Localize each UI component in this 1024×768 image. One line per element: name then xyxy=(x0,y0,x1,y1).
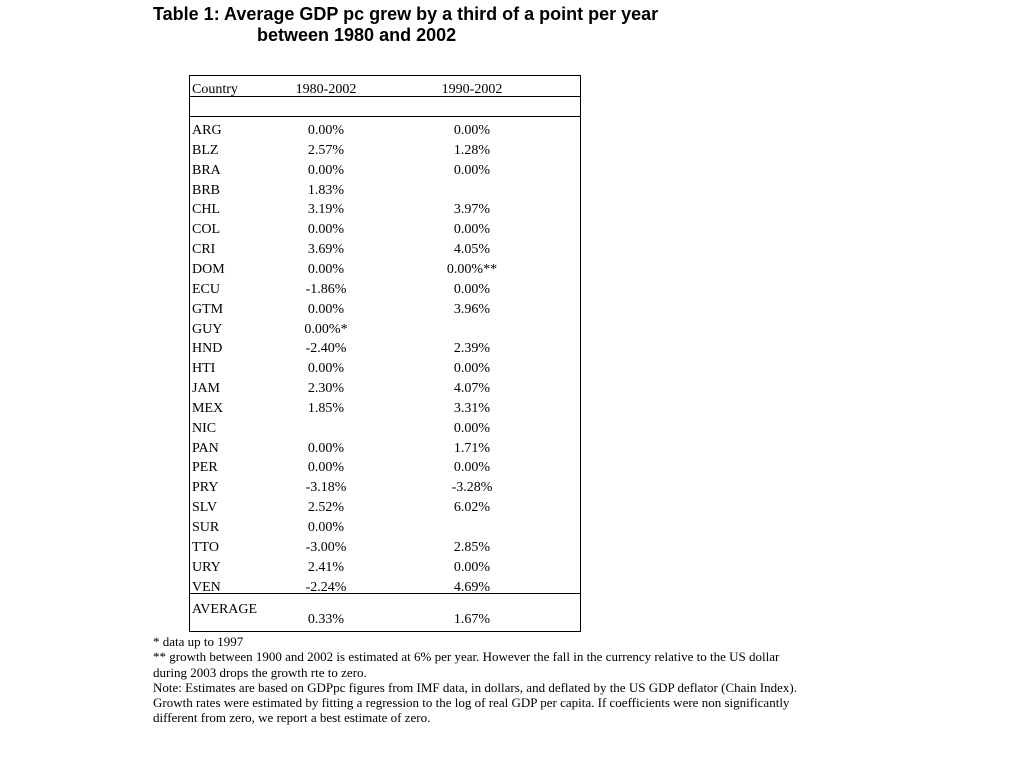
table-row xyxy=(190,220,580,240)
country-cell: DOM xyxy=(192,261,225,277)
table-row xyxy=(190,359,580,379)
value-1990-2002-cell: 0.00% xyxy=(453,460,491,476)
header-divider-2 xyxy=(190,116,580,117)
footnote-line: Growth rates were estimated by fitting a regression to the log of real GDP per capita. If coefficients were non significantly xyxy=(153,695,790,711)
country-cell: TTO xyxy=(192,539,219,555)
country-cell: NIC xyxy=(192,420,217,436)
value-1990-2002-cell: 0.00% xyxy=(453,222,491,238)
table-row xyxy=(190,300,580,320)
value-1980-2002-cell: 1.85% xyxy=(307,400,345,416)
table-row xyxy=(190,161,580,181)
value-1980-2002-cell: 1.83% xyxy=(307,182,345,198)
country-cell: PRY xyxy=(192,480,219,496)
value-1980-2002-cell: 3.69% xyxy=(307,242,345,258)
country-cell: GUY xyxy=(192,321,223,337)
value-1980-2002-cell: 2.57% xyxy=(307,142,345,158)
title-line-2: between 1980 and 2002 xyxy=(257,25,457,45)
footnote-line: ** growth between 1900 and 2002 is estimated at 6% per year. However the fall in the currency relative to the US dollar xyxy=(153,649,780,665)
value-1980-2002-cell: 0.00% xyxy=(307,301,345,317)
value-1990-2002-cell: 0.00%** xyxy=(446,261,498,277)
country-cell: PER xyxy=(192,460,218,476)
country-cell: HTI xyxy=(192,361,216,377)
average-label: AVERAGE xyxy=(192,602,258,617)
value-1980-2002-cell: -2.40% xyxy=(305,341,347,357)
country-cell: CHL xyxy=(192,202,220,218)
footnotes xyxy=(153,634,873,726)
value-1990-2002-cell: 0.00% xyxy=(453,559,491,575)
country-cell: HND xyxy=(192,341,223,357)
country-cell: JAM xyxy=(192,381,221,397)
average-row xyxy=(190,602,580,630)
value-1980-2002-cell: 0.00% xyxy=(307,222,345,238)
country-cell: CRI xyxy=(192,242,216,258)
value-1990-2002-cell: 4.07% xyxy=(453,381,491,397)
table-row xyxy=(190,339,580,359)
value-1990-2002-cell: 3.31% xyxy=(453,400,491,416)
value-1980-2002-cell: 2.52% xyxy=(307,500,345,516)
table-row xyxy=(190,280,580,300)
country-cell: GTM xyxy=(192,301,224,317)
value-1990-2002-cell: 0.00% xyxy=(453,361,491,377)
table-row xyxy=(190,478,580,498)
value-1980-2002-cell: 3.19% xyxy=(307,202,345,218)
table-row xyxy=(190,260,580,280)
value-1990-2002-cell: 6.02% xyxy=(453,500,491,516)
table-row xyxy=(190,200,580,220)
average-1980-2002: 0.33% xyxy=(307,612,345,627)
header-1990-2002: 1990-2002 xyxy=(441,82,503,97)
value-1980-2002-cell: -1.86% xyxy=(305,281,347,297)
table-row xyxy=(190,141,580,161)
value-1980-2002-cell: 0.00% xyxy=(307,162,345,178)
country-cell: SLV xyxy=(192,500,218,516)
value-1990-2002-cell: 4.69% xyxy=(453,579,491,595)
table-row xyxy=(190,538,580,558)
value-1980-2002-cell: 0.00%* xyxy=(304,321,348,337)
footnote-line: * data up to 1997 xyxy=(153,634,244,649)
country-cell: VEN xyxy=(192,579,221,595)
table-row xyxy=(190,439,580,459)
country-cell: ECU xyxy=(192,281,220,297)
country-cell: PAN xyxy=(192,440,219,456)
country-cell: BLZ xyxy=(192,142,219,158)
table-row xyxy=(190,498,580,518)
gdp-table xyxy=(189,75,581,632)
average-divider xyxy=(190,593,580,594)
average-1990-2002: 1.67% xyxy=(453,612,491,627)
value-1990-2002-cell: 2.85% xyxy=(453,539,491,555)
country-cell: BRB xyxy=(192,182,221,198)
value-1990-2002-cell: 0.00% xyxy=(453,123,491,138)
value-1990-2002-cell: 0.00% xyxy=(453,281,491,297)
value-1990-2002-cell: 3.96% xyxy=(453,301,491,317)
table-header-row xyxy=(190,80,580,100)
table-row xyxy=(190,458,580,478)
value-1990-2002-cell: 0.00% xyxy=(453,420,491,436)
value-1990-2002-cell: 2.39% xyxy=(453,341,491,357)
value-1980-2002-cell: 2.41% xyxy=(307,559,345,575)
value-1980-2002-cell: 0.00% xyxy=(307,123,345,138)
country-cell: SUR xyxy=(192,520,220,535)
footnote-line: different from zero, we report a best estimate of zero. xyxy=(153,710,431,726)
value-1980-2002-cell: -3.00% xyxy=(305,539,347,555)
value-1980-2002-cell: -2.24% xyxy=(305,579,347,595)
header-1980-2002: 1980-2002 xyxy=(295,82,357,97)
value-1980-2002-cell: 2.30% xyxy=(307,381,345,397)
value-1980-2002-cell: 0.00% xyxy=(307,261,345,277)
table-row xyxy=(190,379,580,399)
country-cell: COL xyxy=(192,222,220,238)
value-1990-2002-cell: 3.97% xyxy=(453,202,491,218)
table-row xyxy=(190,240,580,260)
table-row xyxy=(190,121,580,141)
table-row xyxy=(190,320,580,340)
value-1980-2002-cell: 0.00% xyxy=(307,460,345,476)
value-1990-2002-cell: 0.00% xyxy=(453,162,491,178)
table-title xyxy=(153,4,658,46)
table-row xyxy=(190,419,580,439)
table-row xyxy=(190,518,580,538)
table-row xyxy=(190,578,580,598)
footnote-line: Note: Estimates are based on GDPpc figures from IMF data, in dollars, and deflated by the US GDP deflator (Chain Index). xyxy=(153,679,797,695)
value-1990-2002-cell: -3.28% xyxy=(451,480,493,496)
table-row xyxy=(190,558,580,578)
value-1980-2002-cell: 0.00% xyxy=(307,440,345,456)
value-1990-2002-cell: 4.05% xyxy=(453,242,491,258)
country-cell: MEX xyxy=(192,400,224,416)
value-1980-2002-cell: -3.18% xyxy=(305,480,347,496)
title-line-1: Table 1: Average GDP pc grew by a third of a point per year xyxy=(153,4,659,24)
footnote-line: during 2003 drops the growth rte to zero. xyxy=(153,664,367,680)
country-cell: ARG xyxy=(192,123,222,138)
value-1980-2002-cell: 0.00% xyxy=(307,520,345,535)
value-1990-2002-cell: 1.71% xyxy=(453,440,491,456)
country-cell: BRA xyxy=(192,162,221,178)
header-country: Country xyxy=(192,82,238,97)
table-row xyxy=(190,181,580,201)
country-cell: URY xyxy=(192,559,221,575)
header-divider xyxy=(190,96,580,97)
value-1980-2002-cell: 0.00% xyxy=(307,361,345,377)
table-row xyxy=(190,399,580,419)
value-1990-2002-cell: 1.28% xyxy=(453,142,491,158)
